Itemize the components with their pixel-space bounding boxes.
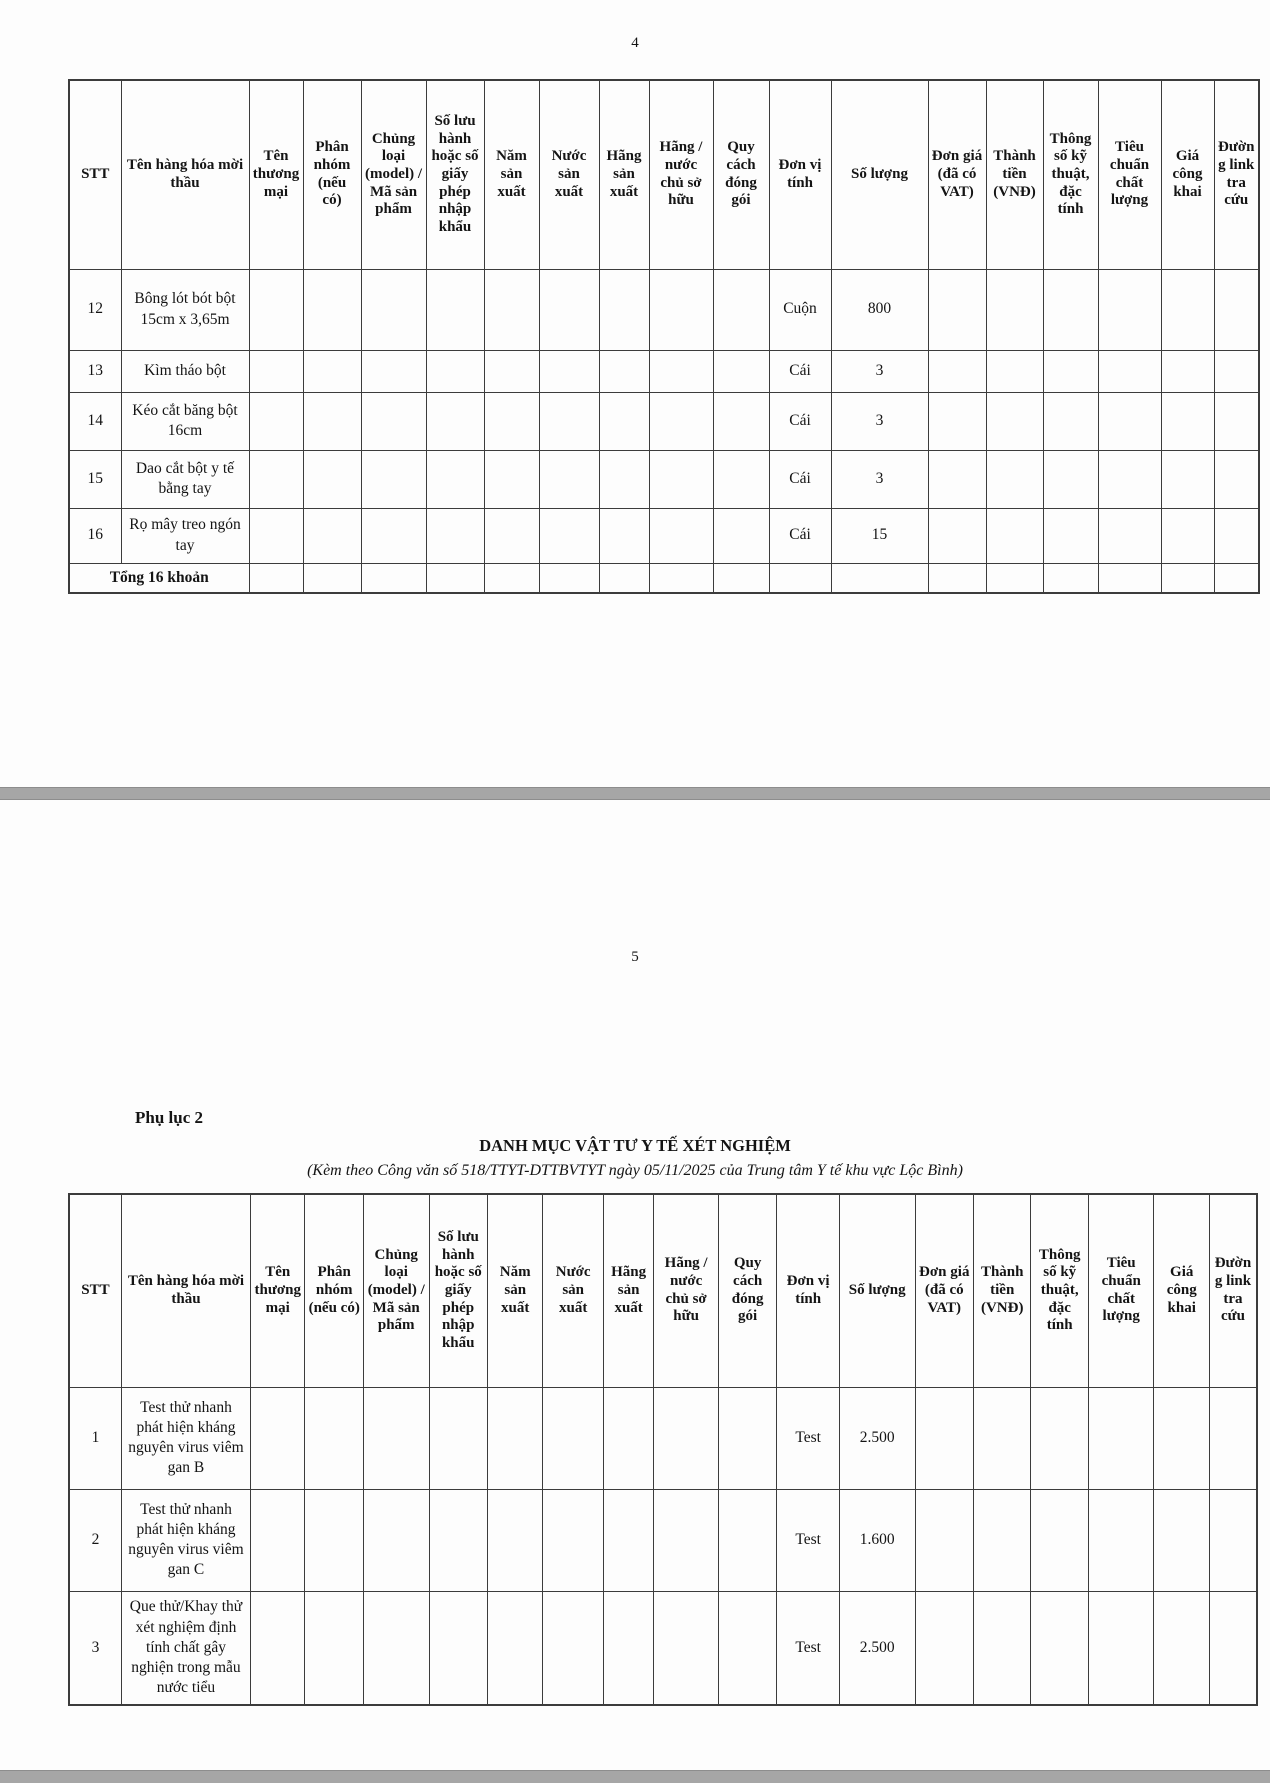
col-header-group: Phân nhóm (nếu có) — [305, 1194, 363, 1387]
empty-cell — [303, 392, 361, 450]
col-header-owner: Hãng / nước chủ sở hữu — [649, 80, 713, 269]
unit-cell: Cái — [769, 450, 831, 508]
document-subtitle: (Kèm theo Công văn số 518/TTYT-DTTBVTYT ngày 05/11/2025 của Trung tâm Y tế khu vực Lộc Bình) — [307, 1162, 963, 1179]
empty-cell — [974, 1489, 1031, 1591]
empty-cell — [1043, 508, 1098, 563]
empty-cell — [363, 1591, 429, 1705]
empty-cell — [649, 508, 713, 563]
empty-cell — [543, 1489, 604, 1591]
empty-cell — [599, 450, 649, 508]
empty-cell — [249, 563, 303, 593]
empty-cell — [603, 1489, 653, 1591]
empty-cell — [654, 1591, 719, 1705]
item-name-cell: Kéo cắt băng bột 16cm — [121, 392, 249, 450]
empty-cell — [1214, 450, 1259, 508]
col-header-year: Năm sản xuất — [487, 1194, 542, 1387]
unit-cell: Cái — [769, 350, 831, 392]
empty-cell — [649, 563, 713, 593]
empty-cell — [599, 508, 649, 563]
empty-cell — [599, 563, 649, 593]
empty-cell — [928, 450, 986, 508]
empty-cell — [713, 508, 769, 563]
empty-cell — [1161, 350, 1214, 392]
empty-cell — [649, 350, 713, 392]
item-row-3 — [69, 1591, 1257, 1705]
empty-cell — [974, 1387, 1031, 1489]
item-row-2 — [69, 1489, 1257, 1591]
empty-cell — [1031, 1489, 1088, 1591]
empty-cell — [249, 508, 303, 563]
empty-cell — [603, 1591, 653, 1705]
empty-cell — [713, 392, 769, 450]
empty-cell — [251, 1387, 305, 1489]
table-header-row — [69, 1194, 1257, 1387]
empty-cell — [1161, 508, 1214, 563]
empty-cell — [426, 508, 484, 563]
empty-cell — [543, 1591, 604, 1705]
empty-cell — [361, 350, 426, 392]
col-header-unit-price: Đơn giá (đã có VAT) — [915, 1194, 973, 1387]
empty-cell — [831, 563, 928, 593]
quantity-cell: 3 — [831, 350, 928, 392]
col-header-public-price: Giá công khai — [1161, 80, 1214, 269]
empty-cell — [305, 1591, 363, 1705]
empty-cell — [1154, 1591, 1209, 1705]
empty-cell — [429, 1489, 487, 1591]
empty-cell — [986, 350, 1043, 392]
table-header-row — [69, 80, 1259, 269]
empty-cell — [1161, 269, 1214, 350]
empty-cell — [1098, 450, 1161, 508]
col-header-group: Phân nhóm (nếu có) — [303, 80, 361, 269]
empty-cell — [1043, 350, 1098, 392]
empty-cell — [361, 269, 426, 350]
quantity-cell: 3 — [831, 392, 928, 450]
medical-supplies-table-page4 — [68, 79, 1260, 594]
empty-cell — [303, 269, 361, 350]
col-header-owner: Hãng / nước chủ sở hữu — [654, 1194, 719, 1387]
empty-cell — [986, 508, 1043, 563]
col-header-total: Thành tiền (VNĐ) — [974, 1194, 1031, 1387]
empty-cell — [1098, 392, 1161, 450]
empty-cell — [1088, 1387, 1154, 1489]
empty-cell — [713, 450, 769, 508]
empty-cell — [974, 1591, 1031, 1705]
empty-cell — [599, 350, 649, 392]
empty-cell — [426, 350, 484, 392]
stt-cell: 3 — [69, 1591, 121, 1705]
col-header-year: Năm sản xuất — [484, 80, 539, 269]
empty-cell — [928, 563, 986, 593]
empty-cell — [305, 1387, 363, 1489]
stt-cell: 16 — [69, 508, 121, 563]
empty-cell — [986, 269, 1043, 350]
unit-cell: Test — [777, 1489, 840, 1591]
empty-cell — [1043, 450, 1098, 508]
col-header-manufacturer: Hãng sản xuất — [603, 1194, 653, 1387]
col-header-model: Chủng loại (model) / Mã sản phẩm — [361, 80, 426, 269]
col-header-unit: Đơn vị tính — [777, 1194, 840, 1387]
empty-cell — [1098, 350, 1161, 392]
empty-cell — [1214, 350, 1259, 392]
empty-cell — [539, 269, 599, 350]
empty-cell — [249, 269, 303, 350]
empty-cell — [1154, 1489, 1209, 1591]
empty-cell — [484, 392, 539, 450]
col-header-country: Nước sản xuất — [543, 1194, 604, 1387]
empty-cell — [249, 392, 303, 450]
stt-cell: 1 — [69, 1387, 121, 1489]
empty-cell — [1031, 1387, 1088, 1489]
appendix-label: Phụ lục 2 — [135, 1108, 204, 1127]
col-header-specs: Thông số kỹ thuật, đặc tính — [1043, 80, 1098, 269]
empty-cell — [487, 1591, 542, 1705]
empty-cell — [654, 1387, 719, 1489]
item-row-16 — [69, 508, 1259, 563]
empty-cell — [1161, 563, 1214, 593]
empty-cell — [249, 450, 303, 508]
item-row-15 — [69, 450, 1259, 508]
empty-cell — [303, 350, 361, 392]
quantity-cell: 2.500 — [839, 1591, 915, 1705]
empty-cell — [718, 1387, 776, 1489]
empty-cell — [1098, 508, 1161, 563]
unit-cell: Cái — [769, 508, 831, 563]
item-name-cell: Dao cắt bột y tế bằng tay — [121, 450, 249, 508]
col-header-country: Nước sản xuất — [539, 80, 599, 269]
item-row-12 — [69, 269, 1259, 350]
empty-cell — [1043, 269, 1098, 350]
empty-cell — [603, 1387, 653, 1489]
col-header-item-name: Tên hàng hóa mời thầu — [121, 1194, 250, 1387]
col-header-quality-standard: Tiêu chuẩn chất lượng — [1098, 80, 1161, 269]
total-row — [69, 563, 1259, 593]
col-header-total: Thành tiền (VNĐ) — [986, 80, 1043, 269]
empty-cell — [915, 1489, 973, 1591]
empty-cell — [649, 392, 713, 450]
empty-cell — [429, 1591, 487, 1705]
empty-cell — [361, 392, 426, 450]
empty-cell — [251, 1591, 305, 1705]
document-title: DANH MỤC VẬT TƯ Y TẾ XÉT NGHIỆM — [479, 1136, 791, 1155]
empty-cell — [1161, 392, 1214, 450]
col-header-quantity: Số lượng — [831, 80, 928, 269]
empty-cell — [986, 563, 1043, 593]
empty-cell — [1214, 563, 1259, 593]
empty-cell — [1154, 1387, 1209, 1489]
col-header-unit-price: Đơn giá (đã có VAT) — [928, 80, 986, 269]
empty-cell — [713, 269, 769, 350]
quantity-cell: 15 — [831, 508, 928, 563]
empty-cell — [539, 508, 599, 563]
empty-cell — [361, 508, 426, 563]
col-header-stt: STT — [69, 1194, 121, 1387]
stt-cell: 14 — [69, 392, 121, 450]
quantity-cell: 3 — [831, 450, 928, 508]
empty-cell — [426, 392, 484, 450]
col-header-quantity: Số lượng — [839, 1194, 915, 1387]
empty-cell — [654, 1489, 719, 1591]
col-header-trade-name: Tên thương mại — [249, 80, 303, 269]
empty-cell — [1098, 269, 1161, 350]
quantity-cell: 800 — [831, 269, 928, 350]
empty-cell — [1209, 1489, 1257, 1591]
quantity-cell: 1.600 — [839, 1489, 915, 1591]
empty-cell — [928, 269, 986, 350]
stt-cell: 15 — [69, 450, 121, 508]
col-header-model: Chủng loại (model) / Mã sản phẩm — [363, 1194, 429, 1387]
empty-cell — [915, 1591, 973, 1705]
total-label: Tổng 16 khoản — [69, 563, 249, 593]
empty-cell — [539, 392, 599, 450]
page-separator — [0, 787, 1270, 800]
empty-cell — [363, 1387, 429, 1489]
empty-cell — [484, 350, 539, 392]
document-page-5 — [0, 800, 1270, 1770]
lab-supplies-table-page5 — [68, 1193, 1258, 1706]
col-header-lookup-link: Đường link tra cứu — [1209, 1194, 1257, 1387]
page-number: 5 — [631, 949, 639, 965]
empty-cell — [1043, 563, 1098, 593]
empty-cell — [718, 1489, 776, 1591]
empty-cell — [303, 508, 361, 563]
page-number: 4 — [631, 35, 639, 51]
empty-cell — [484, 269, 539, 350]
empty-cell — [539, 350, 599, 392]
document-page-4 — [0, 0, 1270, 787]
col-header-lookup-link: Đường link tra cứu — [1214, 80, 1259, 269]
col-header-trade-name: Tên thương mại — [251, 1194, 305, 1387]
empty-cell — [363, 1489, 429, 1591]
empty-cell — [1214, 508, 1259, 563]
empty-cell — [713, 350, 769, 392]
empty-cell — [649, 269, 713, 350]
empty-cell — [484, 563, 539, 593]
empty-cell — [484, 508, 539, 563]
empty-cell — [1031, 1591, 1088, 1705]
empty-cell — [649, 450, 713, 508]
empty-cell — [1214, 392, 1259, 450]
col-header-registration-number: Số lưu hành hoặc số giấy phép nhập khẩu — [426, 80, 484, 269]
empty-cell — [1043, 392, 1098, 450]
item-row-13 — [69, 350, 1259, 392]
stt-cell: 2 — [69, 1489, 121, 1591]
empty-cell — [1161, 450, 1214, 508]
col-header-item-name: Tên hàng hóa mời thầu — [121, 80, 249, 269]
col-header-unit: Đơn vị tính — [769, 80, 831, 269]
stt-cell: 12 — [69, 269, 121, 350]
col-header-manufacturer: Hãng sản xuất — [599, 80, 649, 269]
empty-cell — [303, 563, 361, 593]
empty-cell — [426, 563, 484, 593]
col-header-packaging: Quy cách đóng gói — [718, 1194, 776, 1387]
empty-cell — [484, 450, 539, 508]
empty-cell — [249, 350, 303, 392]
empty-cell — [539, 563, 599, 593]
item-name-cell: Bông lót bót bột 15cm x 3,65m — [121, 269, 249, 350]
empty-cell — [1098, 563, 1161, 593]
empty-cell — [426, 450, 484, 508]
empty-cell — [361, 563, 426, 593]
col-header-public-price: Giá công khai — [1154, 1194, 1209, 1387]
empty-cell — [543, 1387, 604, 1489]
empty-cell — [599, 269, 649, 350]
empty-cell — [928, 350, 986, 392]
col-header-quality-standard: Tiêu chuẩn chất lượng — [1088, 1194, 1154, 1387]
empty-cell — [915, 1387, 973, 1489]
empty-cell — [251, 1489, 305, 1591]
col-header-specs: Thông số kỹ thuật, đặc tính — [1031, 1194, 1088, 1387]
empty-cell — [361, 450, 426, 508]
empty-cell — [928, 392, 986, 450]
col-header-stt: STT — [69, 80, 121, 269]
item-name-cell: Test thử nhanh phát hiện kháng nguyên virus viêm gan C — [121, 1489, 250, 1591]
empty-cell — [986, 392, 1043, 450]
unit-cell: Test — [777, 1387, 840, 1489]
empty-cell — [303, 450, 361, 508]
item-name-cell: Rọ mây treo ngón tay — [121, 508, 249, 563]
unit-cell: Test — [777, 1591, 840, 1705]
page-separator — [0, 1770, 1270, 1783]
empty-cell — [1209, 1387, 1257, 1489]
empty-cell — [429, 1387, 487, 1489]
empty-cell — [1214, 269, 1259, 350]
col-header-packaging: Quy cách đóng gói — [713, 80, 769, 269]
item-name-cell: Test thử nhanh phát hiện kháng nguyên virus viêm gan B — [121, 1387, 250, 1489]
empty-cell — [718, 1591, 776, 1705]
empty-cell — [1088, 1489, 1154, 1591]
empty-cell — [769, 563, 831, 593]
empty-cell — [986, 450, 1043, 508]
item-row-1 — [69, 1387, 1257, 1489]
stt-cell: 13 — [69, 350, 121, 392]
item-name-cell: Kìm tháo bột — [121, 350, 249, 392]
unit-cell: Cái — [769, 392, 831, 450]
quantity-cell: 2.500 — [839, 1387, 915, 1489]
col-header-registration-number: Số lưu hành hoặc số giấy phép nhập khẩu — [429, 1194, 487, 1387]
item-name-cell: Que thử/Khay thử xét nghiệm định tính chất gây nghiện trong mẫu nước tiểu — [121, 1591, 250, 1705]
empty-cell — [1088, 1591, 1154, 1705]
empty-cell — [487, 1387, 542, 1489]
empty-cell — [1209, 1591, 1257, 1705]
empty-cell — [305, 1489, 363, 1591]
empty-cell — [599, 392, 649, 450]
unit-cell: Cuộn — [769, 269, 831, 350]
empty-cell — [426, 269, 484, 350]
item-row-14 — [69, 392, 1259, 450]
empty-cell — [713, 563, 769, 593]
empty-cell — [487, 1489, 542, 1591]
empty-cell — [539, 450, 599, 508]
empty-cell — [928, 508, 986, 563]
